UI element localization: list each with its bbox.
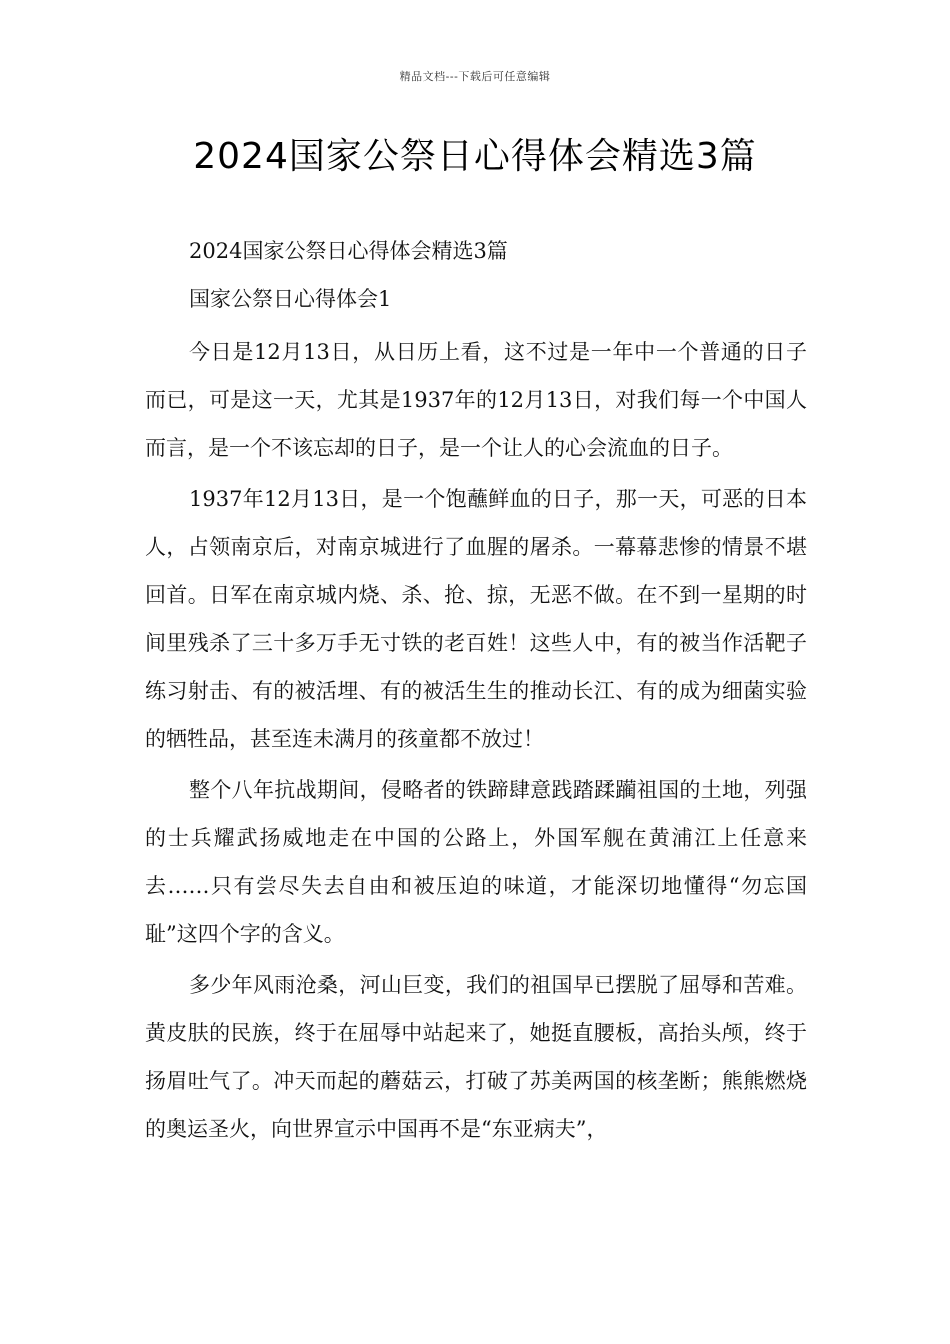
paragraph-2: 1937年12月13日，是一个饱蘸鲜血的日子，那一天，可恶的日本人，占领南京后，对南京城进行了血腥的屠杀。一幕幕悲惨的情景不堪回首。日军在南京城内烧、杀、抢、掠，无恶不做。在不到一星期的时间里残杀了三十多万手无寸铁的老百姓！这些人中，有的被当作活靶子练习射击、有的被活埋、有的被活生生的推动长江、有的成为细菌实验的牺牲品，甚至连未满月的孩童都不放过！ [145,487,807,751]
paragraph-4: 多少年风雨沧桑，河山巨变，我们的祖国早已摆脱了屈辱和苦难。黄皮肤的民族，终于在屈辱中站起来了，她挺直腰板，高抬头颅，终于扬眉吐气了。冲天而起的蘑菇云，打破了苏美两国的核垄断；熊熊燃烧的奥运圣火，向世界宣示中国再不是“东亚病夫”， [145,973,807,1141]
paragraph-3: 整个八年抗战期间，侵略者的铁蹄肆意践踏蹂躏祖国的土地，列强的士兵耀武扬威地走在中国的公路上，外国军舰在黄浦江上任意来去……只有尝尽失去自由和被压迫的味道，才能深切地懂得“勿忘国耻”这四个字的含义。 [145,778,807,946]
paragraph-1: 今日是12月13日，从日历上看，这不过是一年中一个普通的日子而已，可是这一天，尤其是1937年的12月13日，对我们每一个中国人而言，是一个不该忘却的日子，是一个让人的心会流血的日子。 [145,340,807,460]
document-body [145,232,807,1156]
section-heading: 国家公祭日心得体会1 [189,287,392,311]
header-note: 精品文档---下载后可任意编辑 [399,70,551,83]
document-subtitle: 2024国家公祭日心得体会精选3篇 [189,239,508,263]
document-title: 2024国家公祭日心得体会精选3篇 [193,136,757,177]
